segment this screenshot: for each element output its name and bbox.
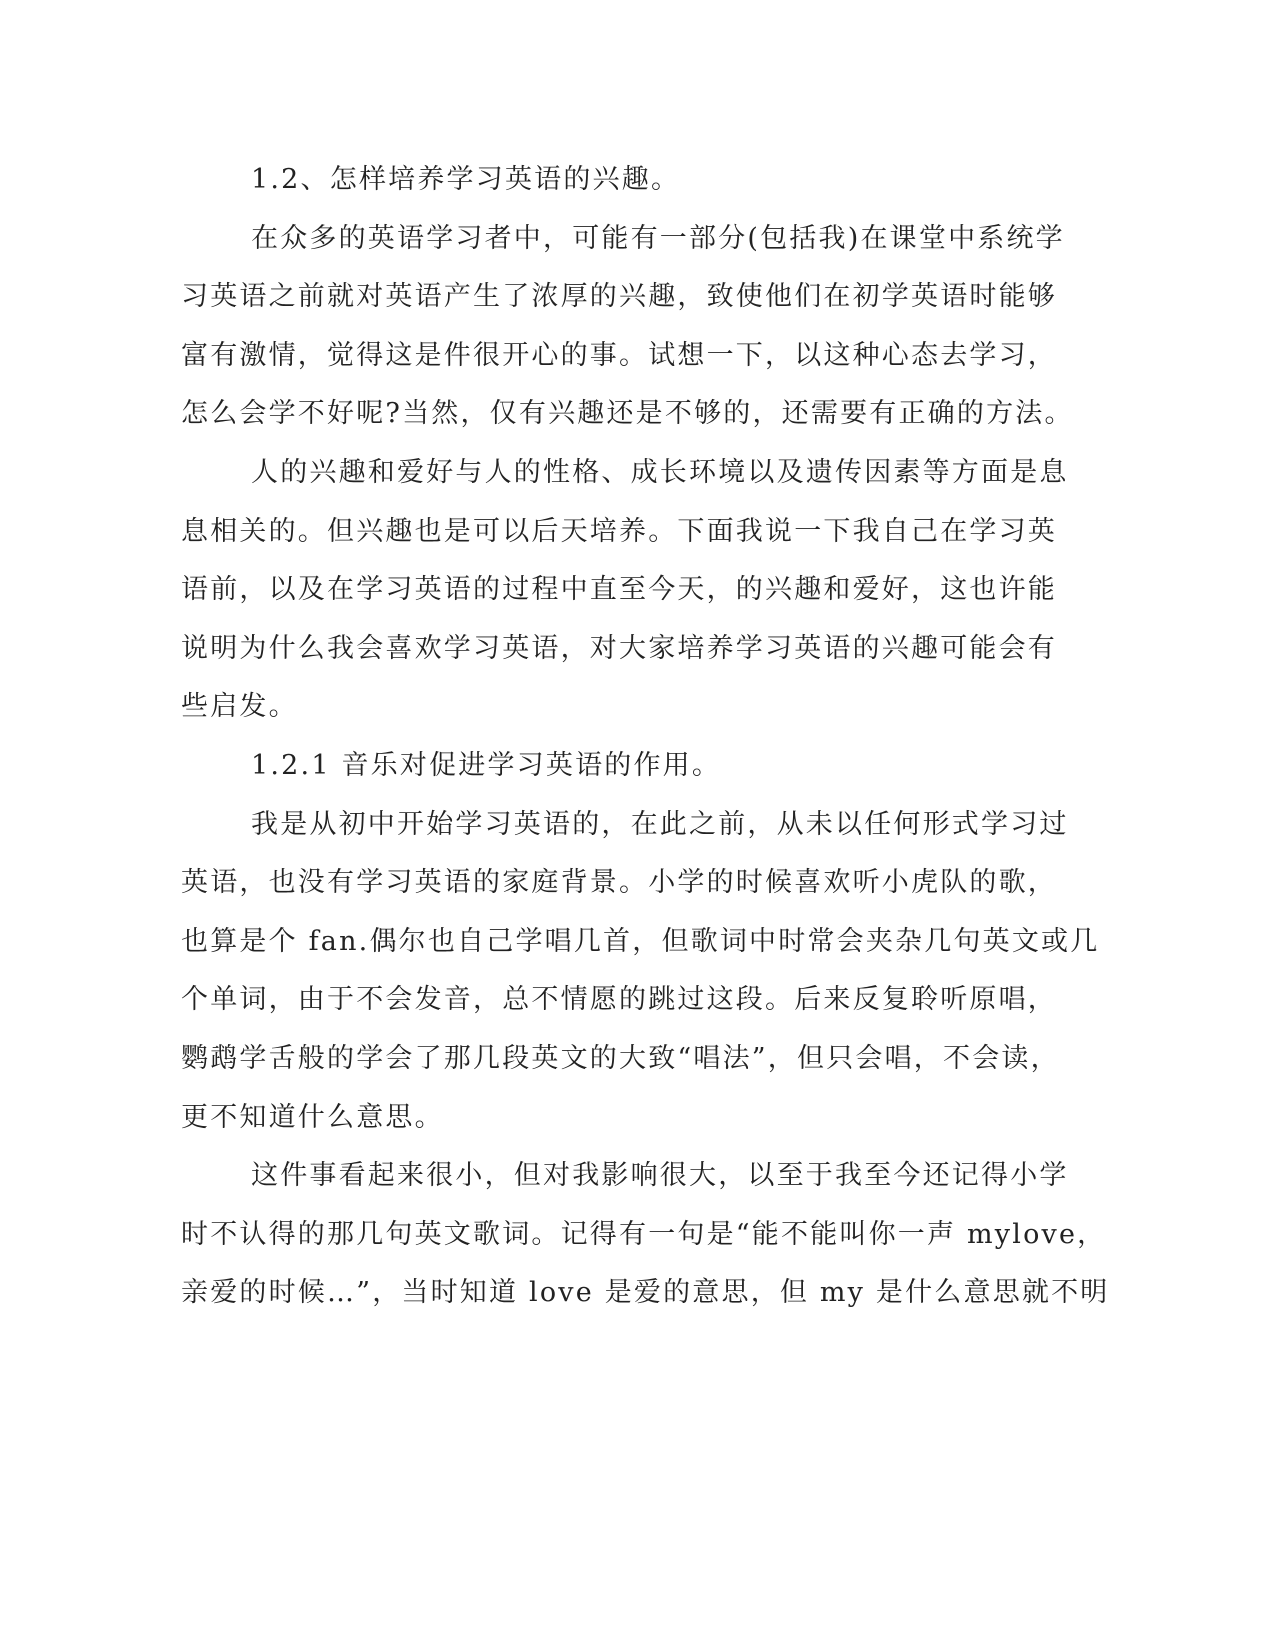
paragraph-line: 更不知道什么意思。 bbox=[181, 1102, 444, 1133]
section-heading-1-2-1: 1.2.1 音乐对促进学习英语的作用。 bbox=[251, 750, 722, 781]
paragraph-line: 时不认得的那几句英文歌词。记得有一句是“能不能叫你一声 mylove， bbox=[181, 1219, 1107, 1250]
section-heading-1-2: 1.2、怎样培养学习英语的兴趣。 bbox=[251, 164, 681, 195]
paragraph-line: 习英语之前就对英语产生了浓厚的兴趣，致使他们在初学英语时能够 bbox=[181, 281, 1057, 312]
paragraph-line: 些启发。 bbox=[181, 691, 298, 722]
paragraph-line: 鹦鹉学舌般的学会了那几段英文的大致“唱法”，但只会唱，不会读， bbox=[181, 1043, 1060, 1074]
paragraph-line: 在众多的英语学习者中，可能有一部分(包括我)在课堂中系统学 bbox=[251, 223, 1065, 254]
paragraph-line: 富有激情，觉得这是件很开心的事。试想一下，以这种心态去学习， bbox=[181, 340, 1057, 371]
paragraph-line: 语前，以及在学习英语的过程中直至今天，的兴趣和爱好，这也许能 bbox=[181, 574, 1057, 605]
paragraph-line: 怎么会学不好呢?当然，仅有兴趣还是不够的，还需要有正确的方法。 bbox=[181, 398, 1074, 429]
paragraph-line: 个单词，由于不会发音，总不情愿的跳过这段。后来反复聆听原唱， bbox=[181, 984, 1057, 1015]
paragraph-line: 人的兴趣和爱好与人的性格、成长环境以及遗传因素等方面是息 bbox=[251, 457, 1069, 488]
paragraph-line: 息相关的。但兴趣也是可以后天培养。下面我说一下我自己在学习英 bbox=[181, 516, 1057, 547]
paragraph-line: 这件事看起来很小，但对我影响很大，以至于我至今还记得小学 bbox=[251, 1160, 1069, 1191]
paragraph-line: 英语，也没有学习英语的家庭背景。小学的时候喜欢听小虎队的歌， bbox=[181, 867, 1057, 898]
paragraph-line: 我是从初中开始学习英语的，在此之前，从未以任何形式学习过 bbox=[251, 809, 1069, 840]
paragraph-line: 说明为什么我会喜欢学习英语，对大家培养学习英语的兴趣可能会有 bbox=[181, 633, 1057, 664]
paragraph-line: 亲爱的时候…”，当时知道 love 是爱的意思，但 my 是什么意思就不明 bbox=[181, 1277, 1110, 1308]
paragraph-line: 也算是个 fan.偶尔也自己学唱几首，但歌词中时常会夹杂几句英文或几 bbox=[181, 926, 1100, 957]
